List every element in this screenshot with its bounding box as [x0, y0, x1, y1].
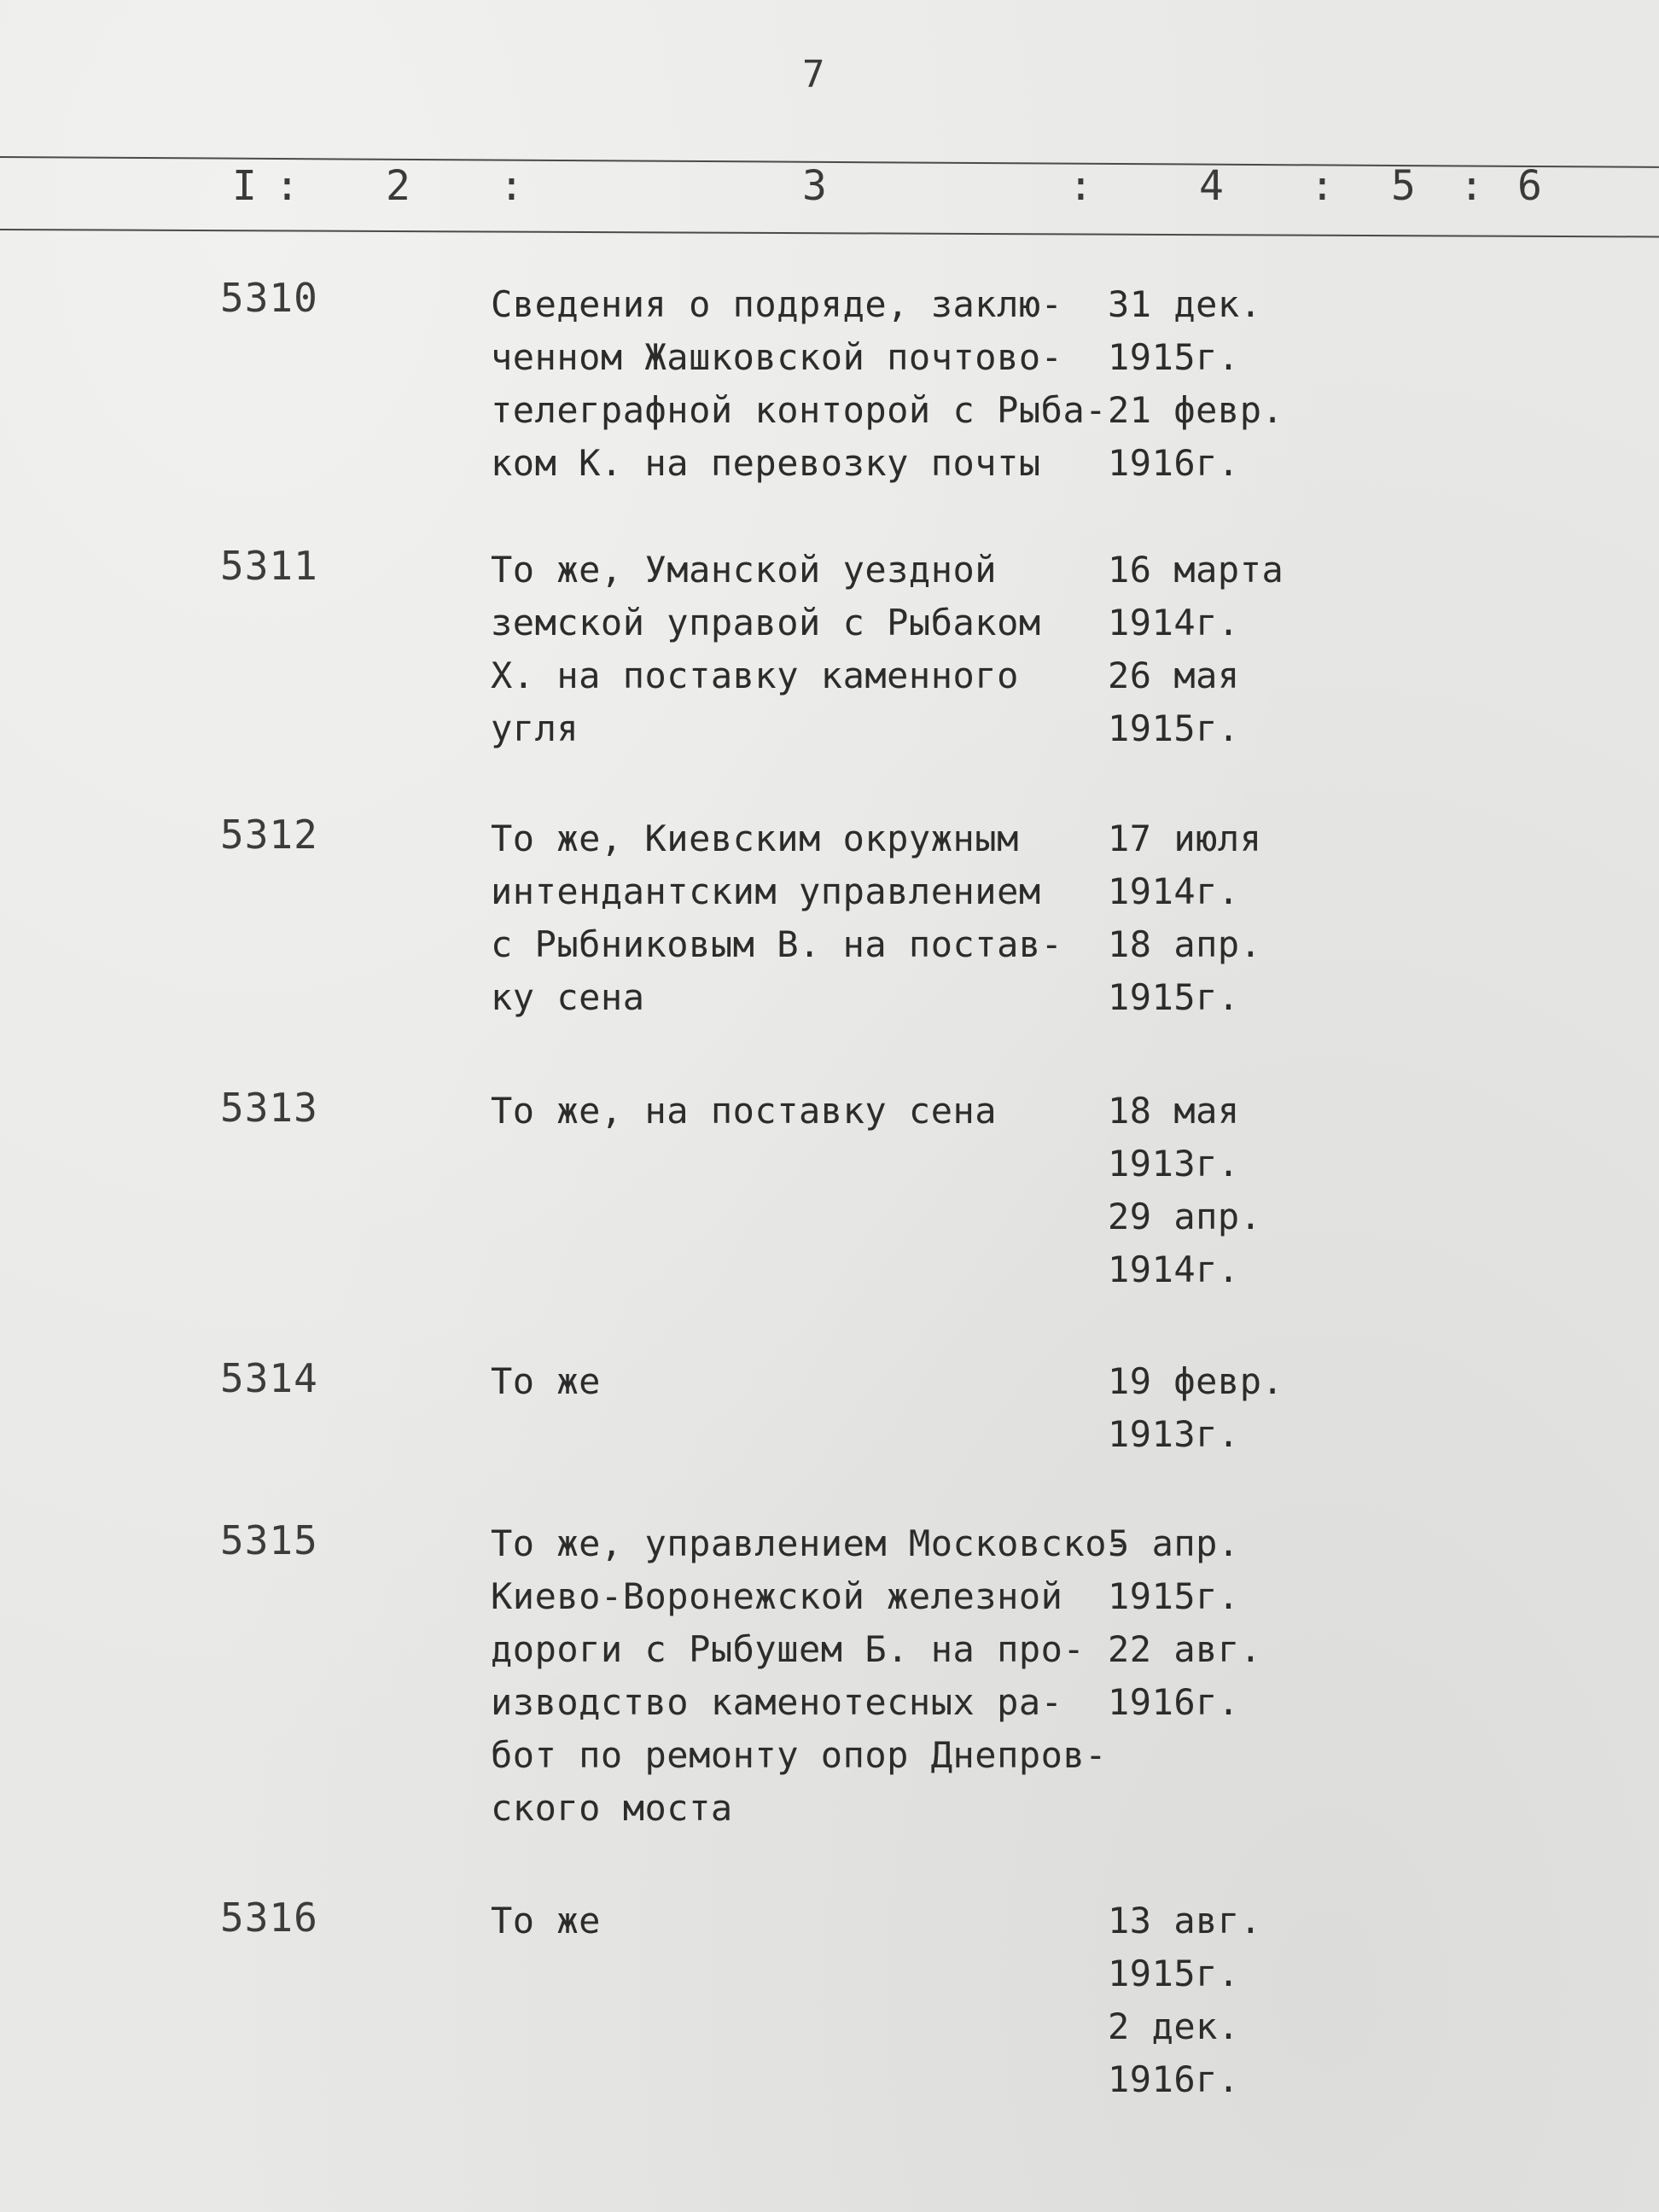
header-rule-bottom — [0, 229, 1659, 237]
date-line: 18 апр. — [1108, 923, 1262, 965]
date-line: 1916г. — [1108, 2058, 1240, 2100]
col-header-3: 3 — [802, 162, 827, 210]
description-line: Х. на поставку каменного — [491, 655, 1019, 696]
description-line: ченном Жашковской почтово- — [491, 336, 1063, 378]
col-separator: : — [1310, 162, 1335, 210]
date-line: 2 дек. — [1108, 2005, 1240, 2047]
description-line: интендантским управлением — [491, 870, 1041, 912]
date-line: 1915г. — [1108, 1953, 1240, 1994]
date-line: 1915г. — [1108, 1575, 1240, 1617]
description-line: изводство каменотесных ра- — [491, 1681, 1063, 1723]
date-line: 1915г. — [1108, 976, 1240, 1018]
date-line: 31 дек. — [1108, 283, 1262, 325]
row-id: 5311 — [220, 543, 318, 589]
description-line: Киево-Воронежской железной — [491, 1575, 1063, 1617]
date-line: 29 апр. — [1108, 1196, 1262, 1237]
description-line: То же, на поставку сена — [491, 1090, 998, 1132]
date-line: 1916г. — [1108, 442, 1240, 484]
row-description — [491, 812, 1122, 1024]
row-id: 5312 — [220, 812, 318, 858]
row-id: 5316 — [220, 1895, 318, 1941]
row-dates — [1108, 1895, 1364, 2106]
description-line: угля — [491, 707, 579, 749]
date-line: 19 февр. — [1108, 1360, 1284, 1402]
col-header-6: 6 — [1517, 162, 1542, 210]
date-line: 16 марта — [1108, 549, 1284, 591]
date-line: 1914г. — [1108, 602, 1240, 643]
row-dates — [1108, 1085, 1364, 1296]
row-description — [491, 1895, 1122, 1947]
description-line: бот по ремонту опор Днепров- — [491, 1734, 1108, 1776]
row-dates — [1108, 1517, 1364, 1729]
date-line: 1913г. — [1108, 1413, 1240, 1455]
date-line: 17 июля — [1108, 818, 1262, 859]
row-description — [491, 544, 1122, 755]
description-line: с Рыбниковым В. на постав- — [491, 923, 1063, 965]
date-line: 18 мая — [1108, 1090, 1240, 1132]
description-line: То же, Киевским окружным — [491, 818, 1019, 859]
description-line: То же, Уманской уездной — [491, 549, 998, 591]
date-line: 1913г. — [1108, 1143, 1240, 1185]
description-line: То же, управлением Московско- — [491, 1522, 1129, 1564]
date-line: 1915г. — [1108, 707, 1240, 749]
row-id: 5314 — [220, 1355, 318, 1401]
row-dates — [1108, 544, 1364, 755]
col-separator: : — [1459, 162, 1484, 210]
col-header-4: 4 — [1199, 162, 1224, 210]
col-separator: : — [499, 162, 524, 210]
row-description — [491, 1517, 1129, 1835]
date-line: 13 авг. — [1108, 1900, 1262, 1941]
row-id: 5310 — [220, 275, 318, 321]
description-line: ского моста — [491, 1787, 733, 1829]
row-dates — [1108, 1355, 1364, 1461]
date-line: 21 февр. — [1108, 389, 1284, 431]
col-separator: : — [275, 162, 300, 210]
date-line: 1915г. — [1108, 336, 1240, 378]
row-id: 5313 — [220, 1085, 318, 1131]
row-dates — [1108, 812, 1364, 1024]
description-line: Сведения о подряде, заклю- — [491, 283, 1063, 325]
date-line: 1916г. — [1108, 1681, 1240, 1723]
row-description — [491, 1355, 1122, 1408]
description-line: телеграфной конторой с Рыба- — [491, 389, 1108, 431]
page-number: 7 — [802, 53, 825, 96]
date-line: 1914г. — [1108, 870, 1240, 912]
col-header-5: 5 — [1391, 162, 1416, 210]
date-line: 22 авг. — [1108, 1628, 1262, 1670]
description-line: дороги с Рыбушем Б. на про- — [491, 1628, 1086, 1670]
description-line: То же — [491, 1900, 601, 1941]
date-line: 5 апр. — [1108, 1522, 1240, 1564]
row-id: 5315 — [220, 1517, 318, 1563]
description-line: ком К. на перевозку почты — [491, 442, 1041, 484]
row-dates — [1108, 278, 1364, 490]
description-line: ку сена — [491, 976, 645, 1018]
date-line: 1914г. — [1108, 1249, 1240, 1290]
date-line: 26 мая — [1108, 655, 1240, 696]
description-line: земской управой с Рыбаком — [491, 602, 1041, 643]
row-description — [491, 1085, 1122, 1138]
col-header-2: 2 — [386, 162, 410, 210]
description-line: То же — [491, 1360, 601, 1402]
col-separator: : — [1068, 162, 1093, 210]
col-header-1: I — [232, 162, 257, 210]
row-description — [491, 278, 1122, 490]
